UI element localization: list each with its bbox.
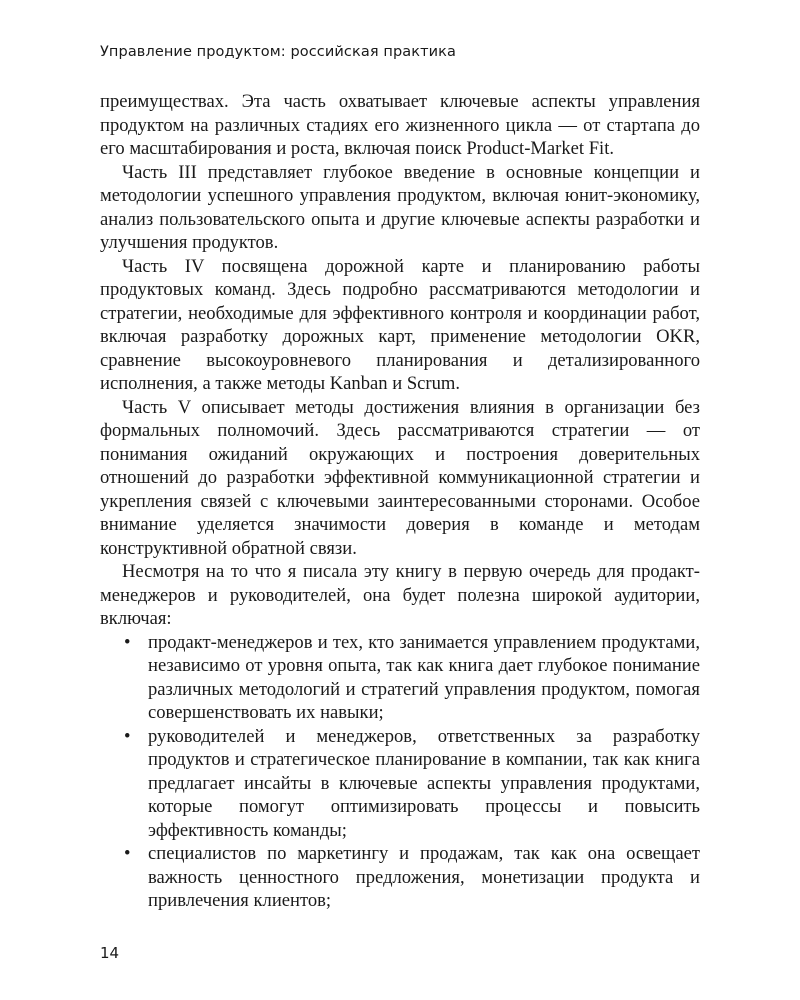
- page-body: [100, 90, 700, 913]
- list-item-text: руководителей и менеджеров, ответственных за разработку продуктов и стратегическое планирование в компании, так как книга предлагает инсайты в ключевые аспекты управления продуктами, которые помогут оптимизировать процессы и повысить эффективность команды;: [148, 725, 700, 841]
- paragraph-audience-intro: Несмотря на то что я писала эту книгу в первую очередь для продакт-менеджеров и руководителей, она будет полезна широкой аудитории, включая:: [100, 561, 700, 629]
- list-item: [100, 725, 700, 843]
- paragraph-part-3: Часть III представляет глубокое введение в основные концепции и методологии успешного управления продуктом, включая юнит-экономику, анализ пользовательского опыта и другие ключевые аспекты разработки и улучшения продуктов.: [100, 161, 700, 253]
- bullet-icon: •: [124, 631, 131, 653]
- bullet-icon: •: [124, 725, 131, 747]
- list-item: [100, 842, 700, 913]
- list-item-text: специалистов по маркетингу и продажам, так как она освещает важность ценностного предложения, монетизации продукта и привлечения клиентов;: [148, 843, 700, 911]
- audience-list: [100, 631, 700, 913]
- paragraph-continuation: преимуществах. Эта часть охватывает ключевые аспекты управления продуктом на различных стадиях его жизненного цикла — от стартапа до его масштабирования и роста, включая поиск Product-Market Fit.: [100, 91, 700, 159]
- paragraph-part-4: Часть IV посвящена дорожной карте и планированию работы продуктовых команд. Здесь подробно рассматриваются методологии и стратегии, необходимые для эффективного контроля и координации работ, включая разработку дорожных карт, применение методологии OKR, сравнение высокоуровневого планирования и детализированного исполнения, а также методы Kanban и Scrum.: [100, 255, 700, 394]
- list-item: [100, 631, 700, 725]
- list-item-text: продакт-менеджеров и тех, кто занимается управлением продуктами, независимо от уровня опыта, так как книга дает глубокое понимание различных методологий и стратегий управления продуктом, помогая совершенствовать их навыки;: [148, 631, 700, 723]
- bullet-icon: •: [124, 843, 131, 864]
- page-number: 14: [100, 944, 120, 962]
- paragraph-part-5: Часть V описывает методы достижения влияния в организации без формальных полномочий. Здесь рассматриваются стратегии — от понимания ожиданий окружающих и построения доверительных отношений до разработки эффективной коммуникационной стратегии и укрепления связей с ключевыми заинтересованными сторонами. Особое внимание уделяется значимости доверия в команде и методам конструктивной обратной связи.: [100, 396, 700, 559]
- running-header: Управление продуктом: российская практика: [100, 44, 457, 60]
